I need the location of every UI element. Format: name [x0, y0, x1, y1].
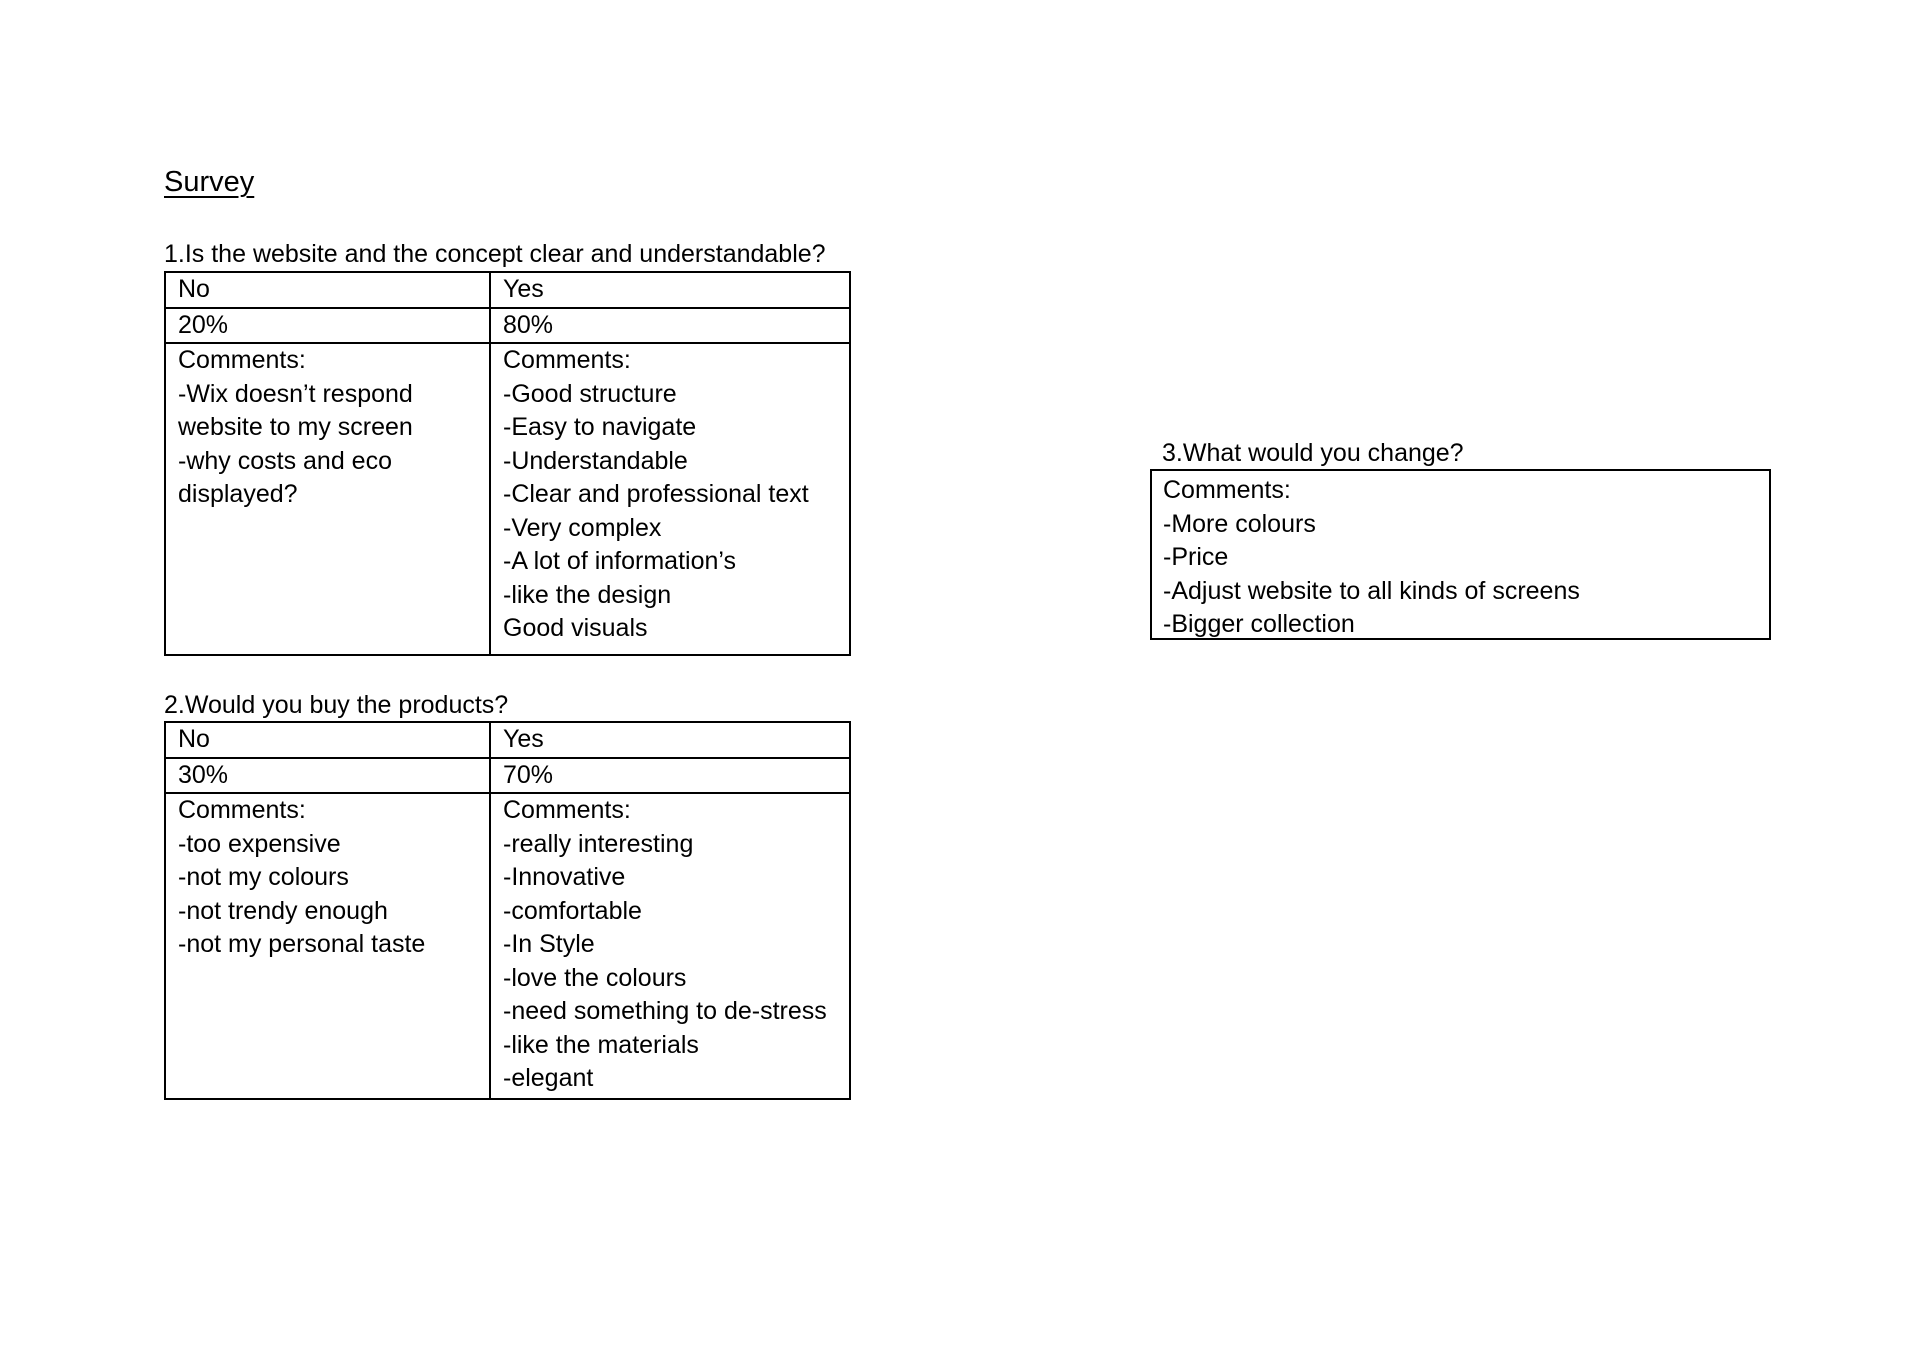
q1-yes-comment-item: -Clear and professional text — [503, 480, 809, 508]
q1-yes-comment-item: -Very complex — [503, 513, 662, 542]
q3-comment-item: -Adjust website to all kinds of screens — [1163, 576, 1580, 605]
q1-yes-comment-item: -A lot of information’s — [503, 547, 736, 575]
q2-yes-comments-label: Comments: — [503, 796, 631, 824]
q1-yes-comment-item: -Good structure — [503, 379, 677, 408]
q2-yes-comment-item: -need something to de-stress — [503, 997, 827, 1025]
q3-comment-item: -Price — [1163, 543, 1229, 571]
q2-yes-header: Yes — [490, 722, 850, 758]
q2-yes-comment-item: -really interesting — [503, 829, 694, 858]
q1-no-percent: 20% — [165, 308, 490, 344]
q2-yes-percent: 70% — [490, 758, 850, 794]
q1-no-comment-item: -Wix doesn’t respond website to my screen — [178, 379, 413, 441]
q2-no-comment-item: -too expensive — [178, 829, 341, 858]
q2-yes-comments-cell — [490, 793, 850, 1099]
question-3-text: 3.What would you change? — [1162, 439, 1464, 467]
q2-no-header: No — [165, 722, 490, 758]
q1-no-header: No — [165, 272, 490, 308]
q1-no-comments-label: Comments: — [178, 346, 306, 374]
q2-no-comment-item: -not my personal taste — [178, 930, 426, 958]
q3-comments-label: Comments: — [1163, 476, 1291, 504]
q2-no-percent: 30% — [165, 758, 490, 794]
q3-comment-item: -Bigger collection — [1163, 610, 1355, 638]
q2-yes-comment-item: -like the materials — [503, 1030, 699, 1059]
q2-no-comments-label: Comments: — [178, 796, 306, 824]
q1-no-comment-item: -why costs and eco displayed? — [178, 446, 392, 508]
question-2-table — [164, 721, 851, 1100]
q1-no-comments-cell — [165, 343, 490, 655]
q2-no-comment-item: -not trendy enough — [178, 896, 388, 925]
q2-no-comment-item: -not my colours — [178, 863, 349, 891]
q1-yes-header: Yes — [490, 272, 850, 308]
q1-yes-comment-item: -Understandable — [503, 446, 688, 475]
q2-yes-comment-item: -love the colours — [503, 963, 687, 992]
question-1-table — [164, 271, 851, 656]
q3-comment-item: -More colours — [1163, 509, 1316, 538]
question-3-comments-box — [1150, 469, 1771, 640]
question-2-text: 2.Would you buy the products? — [164, 691, 509, 719]
q1-yes-comment-item: -Easy to navigate — [503, 413, 697, 441]
q2-yes-comment-item: -In Style — [503, 930, 595, 958]
page-title: Survey — [164, 166, 255, 198]
q2-no-comments-cell — [165, 793, 490, 1099]
q1-yes-comments-label: Comments: — [503, 346, 631, 374]
q1-yes-percent: 80% — [490, 308, 850, 344]
q2-yes-comment-item: -Innovative — [503, 863, 626, 891]
q1-yes-comments-cell — [490, 343, 850, 655]
question-1-text: 1.Is the website and the concept clear and understandable? — [164, 240, 826, 268]
q1-yes-comment-item: Good visuals — [503, 614, 648, 642]
q1-yes-comment-item: -like the design — [503, 580, 672, 609]
q2-yes-comment-item: -comfortable — [503, 896, 642, 925]
q2-yes-comment-item: -elegant — [503, 1064, 594, 1092]
